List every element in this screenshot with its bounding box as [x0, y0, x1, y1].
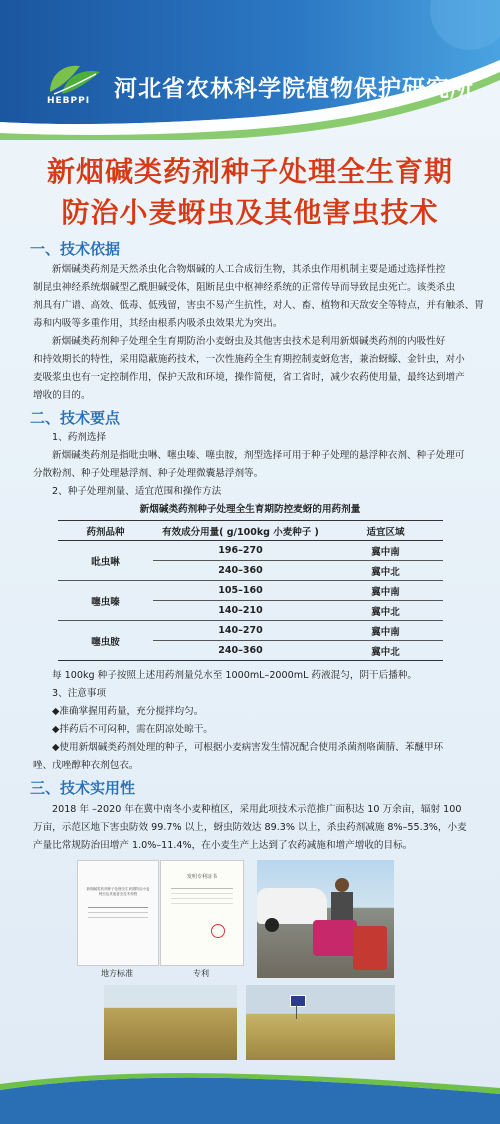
photo-caption: 专利	[193, 969, 209, 978]
footer-wave	[0, 1070, 500, 1124]
subheading: 3、注意事项	[52, 688, 107, 699]
seed-treatment-operation-photo	[257, 860, 394, 978]
drug-name-cell: 吡虫啉	[58, 541, 153, 581]
note-item: 唑、戊唑醇种衣剂包衣。	[33, 760, 139, 771]
paragraph-line: 新烟碱类药剂是指吡虫啉、噻虫嗪、噻虫胺，剂型选择可用于种子处理的悬浮种衣剂、种子处理可	[52, 450, 465, 461]
table-row	[58, 541, 443, 561]
table-header: 药剂品种	[58, 521, 153, 541]
wheat-field-photo-2	[246, 985, 395, 1060]
poster-title-line-2: 防治小麦蚜虫及其他害虫技术	[61, 196, 439, 229]
subheading: 2、种子处理剂量、适宜范围和操作方法	[52, 486, 222, 497]
logo-text: HEBPPI	[47, 96, 91, 106]
paragraph-line: 制昆虫神经系统烟碱型乙酰胆碱受体，阻断昆虫中枢神经系统的正常传导而导致昆虫死亡。该类杀虫	[33, 282, 456, 293]
section-1-heading: 一、技术依据	[30, 240, 121, 258]
dose-cell: 140–210	[153, 601, 328, 621]
org-name: 河北省农林科学院植物保护研究所	[114, 75, 474, 102]
dosage-table	[58, 520, 443, 661]
paragraph-line: 每 100kg 种子按照上述用药剂量兑水至 1000mL–2000mL 药液混匀，阴干后播种。	[52, 670, 418, 681]
drug-name-cell: 噻虫胺	[58, 621, 153, 661]
note-item: ◆准确掌握用药量，充分搅拌均匀。	[52, 706, 204, 717]
note-item: ◆使用新烟碱类药剂处理的种子，可根据小麦病害发生情况配合使用杀菌剂咯菌腈、苯醚甲环	[52, 742, 444, 753]
patent-certificate-image	[160, 860, 244, 966]
table-title: 新烟碱类药剂种子处理全生育期防控麦蚜的用药剂量	[139, 504, 361, 515]
local-standard-document-image	[77, 860, 159, 966]
paragraph-line: 剂具有广谱、高效、低毒、低残留，害虫不易产生抗性，对人、畜、植物和天敌安全等特点，并有触杀、胃	[33, 300, 484, 311]
region-cell: 冀中北	[328, 561, 443, 581]
dose-cell: 240–360	[153, 561, 328, 581]
paragraph-line: 麦吸浆虫也有一定控制作用，保护天敌和环境，操作简便，省工省时，减少农药使用量，最终达到增产	[33, 372, 465, 383]
region-cell: 冀中北	[328, 641, 443, 661]
region-cell: 冀中北	[328, 601, 443, 621]
region-cell: 冀中南	[328, 541, 443, 561]
table-header: 有效成分用量( g/100kg 小麦种子 )	[153, 521, 328, 541]
table-row	[58, 581, 443, 601]
paragraph-line: 分散粉剂、种子处理悬浮剂、种子处理微囊悬浮剂等。	[33, 468, 264, 479]
table-header: 适宜区域	[328, 521, 443, 541]
paragraph-line: 毒和内吸等多重作用，其经由根系内吸杀虫效果尤为突出。	[33, 318, 283, 329]
paragraph-line: 新烟碱类药剂是天然杀虫化合物烟碱的人工合成衍生物，其杀虫作用机制主要是通过选择性控	[52, 264, 446, 275]
drug-name-cell: 噻虫嗪	[58, 581, 153, 621]
dose-cell: 105–160	[153, 581, 328, 601]
table-header-row	[58, 521, 443, 541]
note-item: ◆拌药后不可闷种，需在阴凉处晾干。	[52, 724, 213, 735]
dose-cell: 140–270	[153, 621, 328, 641]
paragraph-line: 产量比常规防治田增产 1.0%–11.4%，在小麦生产上达到了农药减施和增产增收的目标。	[33, 840, 413, 851]
region-cell: 冀中南	[328, 621, 443, 641]
paragraph-line: 新烟碱类药剂种子处理全生育期防治小麦蚜虫及其他害虫技术是利用新烟碱类药剂的内吸性好	[52, 336, 446, 347]
paragraph-line: 万亩，示范区地下害虫防效 99.7% 以上，蚜虫防效达 89.3% 以上，杀虫药剂减施 8%–55.3%，小麦	[33, 822, 467, 833]
table-row	[58, 621, 443, 641]
poster-title-line-1: 新烟碱类药剂种子处理全生育期	[46, 155, 453, 188]
paragraph-line: 增收的目的。	[33, 390, 91, 401]
section-2-heading: 二、技术要点	[30, 409, 121, 427]
subheading: 1、药剂选择	[52, 432, 107, 443]
paragraph-line: 2018 年 –2020 年在冀中南冬小麦种植区，采用此项技术示范推广面积达 10 万余亩，辐射 100	[52, 804, 462, 815]
header-banner	[0, 0, 500, 140]
region-cell: 冀中南	[328, 581, 443, 601]
wheat-field-photo-1	[104, 985, 237, 1060]
photo-caption: 地方标准	[101, 969, 133, 978]
section-3-heading: 三、技术实用性	[30, 779, 136, 797]
document-image-text: 新烟碱类药剂种子处理全生育期防治小麦蚜虫及其他害虫技术规程	[86, 887, 150, 896]
patent-title-text: 发明专利证书	[186, 874, 217, 880]
paragraph-line: 和持效期长的特性，采用隐蔽施药技术，一次性施药全生育期控制麦蚜危害，兼治蚜蠓、金针虫，对小	[33, 354, 465, 365]
dose-cell: 196–270	[153, 541, 328, 561]
dose-cell: 240–360	[153, 641, 328, 661]
